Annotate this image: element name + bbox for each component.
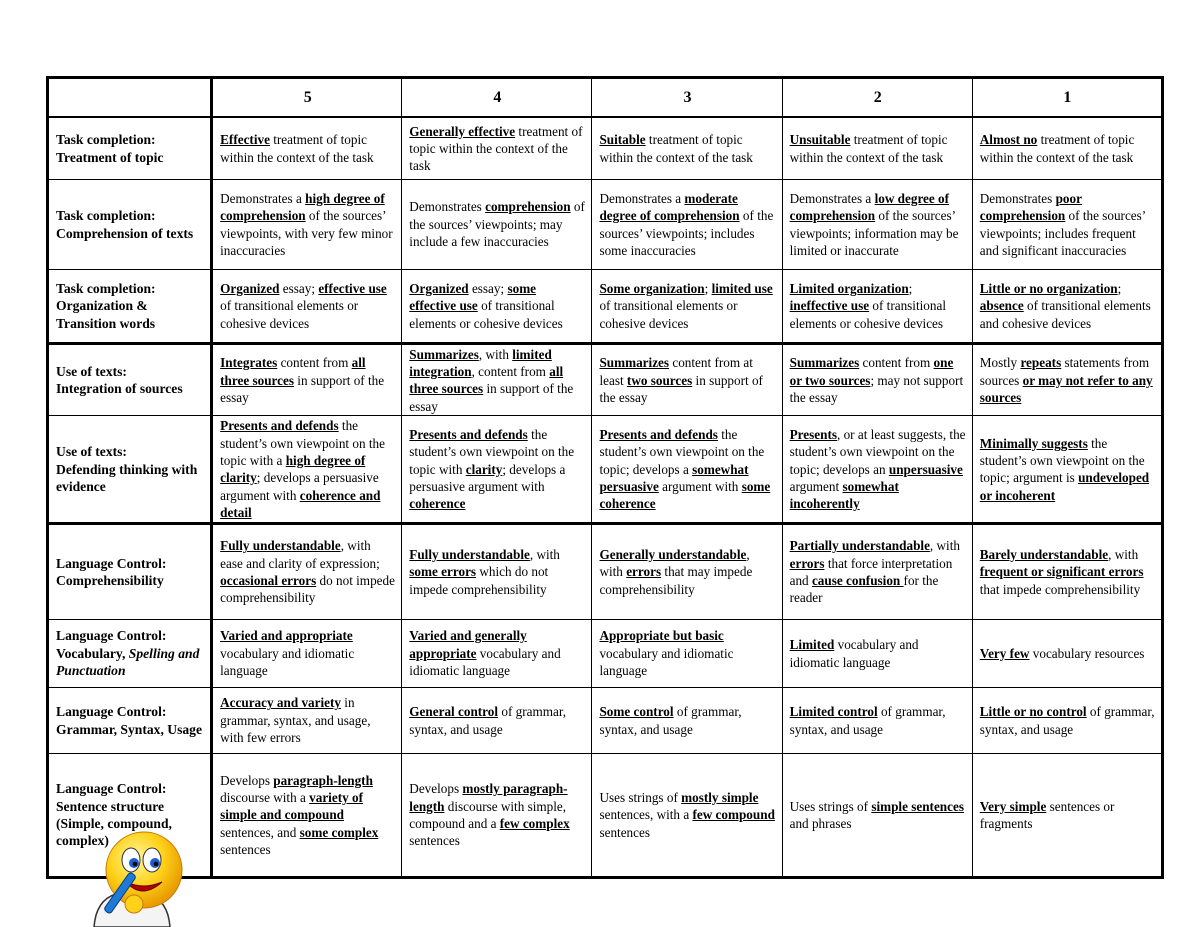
rubric-cell-score-5: Presents and defends the student’s own viewpoint on the topic with a high degree of clarity; develops a persuasive argument with coherence and detail bbox=[212, 416, 402, 523]
rubric-row bbox=[48, 269, 1163, 343]
rubric-row bbox=[48, 416, 1163, 523]
rubric-cell-score-4: Generally effective treatment of topic within the context of the task bbox=[402, 117, 592, 179]
criterion-label: Use of texts: Integration of sources bbox=[48, 343, 212, 416]
rubric-cell-score-1: Barely understandable, with frequent or significant errors that impede comprehensibility bbox=[972, 523, 1162, 619]
rubric-row bbox=[48, 117, 1163, 179]
rubric-cell-score-3: Some organization; limited use of transitional elements or cohesive devices bbox=[592, 269, 782, 343]
rubric-cell-score-2: Limited organization; ineffective use of transitional elements or cohesive devices bbox=[782, 269, 972, 343]
rubric-cell-score-2: Presents, or at least suggests, the student’s own viewpoint on the topic; develops an unpersuasive argument somewhat incoherently bbox=[782, 416, 972, 523]
rubric-row bbox=[48, 753, 1163, 877]
rubric-cell-score-4: Varied and generally appropriate vocabulary and idiomatic language bbox=[402, 619, 592, 687]
rubric-cell-score-1: Very simple sentences or fragments bbox=[972, 753, 1162, 877]
criterion-label: Task completion: Organization & Transition words bbox=[48, 269, 212, 343]
criterion-label: Use of texts: Defending thinking with evidence bbox=[48, 416, 212, 523]
smiley-writing-icon bbox=[76, 830, 188, 927]
rubric-row bbox=[48, 523, 1163, 619]
rubric-cell-score-1: Little or no organization; absence of transitional elements and cohesive devices bbox=[972, 269, 1162, 343]
rubric-row bbox=[48, 687, 1163, 753]
score-3-header: 3 bbox=[592, 78, 782, 118]
rubric-cell-score-4: General control of grammar, syntax, and usage bbox=[402, 687, 592, 753]
header-row bbox=[48, 78, 1163, 118]
rubric-cell-score-3: Summarizes content from at least two sources in support of the essay bbox=[592, 343, 782, 416]
criterion-label: Task completion: Comprehension of texts bbox=[48, 179, 212, 269]
rubric-cell-score-4: Demonstrates comprehension of the sources’ viewpoints; may include a few inaccuracies bbox=[402, 179, 592, 269]
rubric-cell-score-3: Demonstrates a moderate degree of comprehension of the sources’ viewpoints; includes some inaccuracies bbox=[592, 179, 782, 269]
rubric-cell-score-1: Almost no treatment of topic within the context of the task bbox=[972, 117, 1162, 179]
rubric-cell-score-3: Presents and defends the student’s own viewpoint on the topic; develops a somewhat persuasive argument with some coherence bbox=[592, 416, 782, 523]
criterion-label: Language Control: Sentence structure (Simple, compound, complex) bbox=[48, 753, 212, 877]
rubric-cell-score-3: Uses strings of mostly simple sentences, with a few compound sentences bbox=[592, 753, 782, 877]
rubric-cell-score-3: Suitable treatment of topic within the context of the task bbox=[592, 117, 782, 179]
rubric-cell-score-5: Effective treatment of topic within the context of the task bbox=[212, 117, 402, 179]
score-1-header: 1 bbox=[972, 78, 1162, 118]
rubric-cell-score-5: Demonstrates a high degree of comprehension of the sources’ viewpoints, with very few minor inaccuracies bbox=[212, 179, 402, 269]
rubric-cell-score-5: Develops paragraph-length discourse with a variety of simple and compound sentences, and some complex sentences bbox=[212, 753, 402, 877]
criterion-label: Task completion: Treatment of topic bbox=[48, 117, 212, 179]
rubric-cell-score-4: Presents and defends the student’s own viewpoint on the topic with clarity; develops a persuasive argument with coherence bbox=[402, 416, 592, 523]
rubric-row bbox=[48, 619, 1163, 687]
rubric-cell-score-2: Summarizes content from one or two sources; may not support the essay bbox=[782, 343, 972, 416]
rubric-table bbox=[46, 76, 1164, 879]
rubric-cell-score-3: Some control of grammar, syntax, and usage bbox=[592, 687, 782, 753]
rubric-row bbox=[48, 343, 1163, 416]
rubric-cell-score-4: Develops mostly paragraph-length discourse with simple, compound and a few complex sentences bbox=[402, 753, 592, 877]
rubric-cell-score-5: Fully understandable, with ease and clarity of expression; occasional errors do not impede comprehensibility bbox=[212, 523, 402, 619]
rubric-cell-score-5: Integrates content from all three sources in support of the essay bbox=[212, 343, 402, 416]
rubric-cell-score-1: Very few vocabulary resources bbox=[972, 619, 1162, 687]
rubric-row bbox=[48, 179, 1163, 269]
rubric-cell-score-2: Limited vocabulary and idiomatic language bbox=[782, 619, 972, 687]
rubric-cell-score-4: Summarizes, with limited integration, content from all three sources in support of the essay bbox=[402, 343, 592, 416]
rubric-cell-score-3: Appropriate but basic vocabulary and idiomatic language bbox=[592, 619, 782, 687]
rubric-cell-score-2: Demonstrates a low degree of comprehension of the sources’ viewpoints; information may be limited or inaccurate bbox=[782, 179, 972, 269]
rubric-cell-score-2: Uses strings of simple sentences and phrases bbox=[782, 753, 972, 877]
corner-cell bbox=[48, 78, 212, 118]
score-4-header: 4 bbox=[402, 78, 592, 118]
criterion-label: Language Control: Comprehensibility bbox=[48, 523, 212, 619]
rubric-cell-score-2: Limited control of grammar, syntax, and usage bbox=[782, 687, 972, 753]
rubric-cell-score-1: Minimally suggests the student’s own viewpoint on the topic; argument is undeveloped or incoherent bbox=[972, 416, 1162, 523]
rubric-cell-score-1: Little or no control of grammar, syntax, and usage bbox=[972, 687, 1162, 753]
rubric-cell-score-1: Mostly repeats statements from sources or may not refer to any sources bbox=[972, 343, 1162, 416]
criterion-label: Language Control: Grammar, Syntax, Usage bbox=[48, 687, 212, 753]
rubric-cell-score-5: Accuracy and variety in grammar, syntax, and usage, with few errors bbox=[212, 687, 402, 753]
rubric-cell-score-4: Fully understandable, with some errors which do not impede comprehensibility bbox=[402, 523, 592, 619]
rubric-cell-score-4: Organized essay; some effective use of transitional elements or cohesive devices bbox=[402, 269, 592, 343]
score-2-header: 2 bbox=[782, 78, 972, 118]
rubric-cell-score-5: Organized essay; effective use of transitional elements or cohesive devices bbox=[212, 269, 402, 343]
rubric-cell-score-3: Generally understandable, with errors that may impede comprehensibility bbox=[592, 523, 782, 619]
rubric-cell-score-1: Demonstrates poor comprehension of the sources’ viewpoints; includes frequent and significant inaccuracies bbox=[972, 179, 1162, 269]
rubric-cell-score-2: Unsuitable treatment of topic within the context of the task bbox=[782, 117, 972, 179]
rubric-cell-score-5: Varied and appropriate vocabulary and idiomatic language bbox=[212, 619, 402, 687]
rubric-cell-score-2: Partially understandable, with errors that force interpretation and cause confusion for the reader bbox=[782, 523, 972, 619]
criterion-label: Language Control: Vocabulary, Spelling and Punctuation bbox=[48, 619, 212, 687]
score-5-header: 5 bbox=[212, 78, 402, 118]
